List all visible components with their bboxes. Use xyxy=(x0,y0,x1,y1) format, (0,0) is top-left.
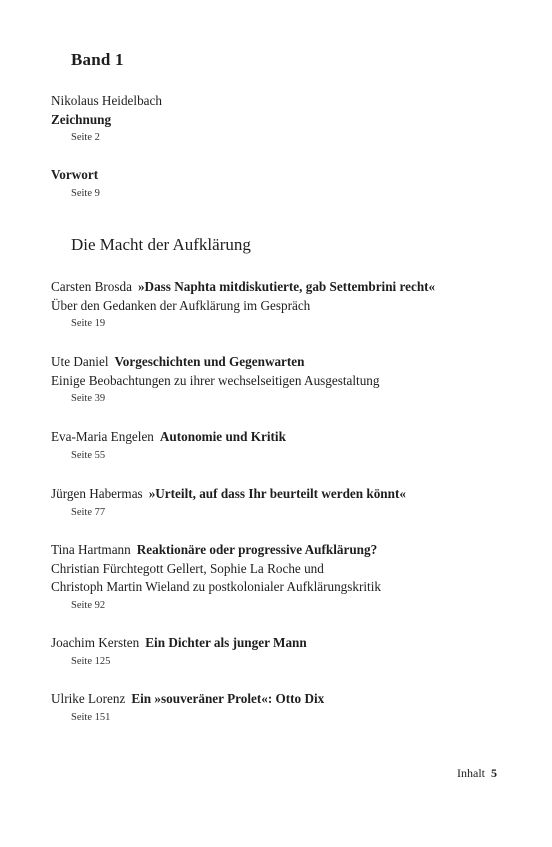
page-number: 5 xyxy=(491,766,497,780)
entry-title: Zeichnung xyxy=(51,111,112,127)
toc-entry-engelen xyxy=(51,428,521,465)
entry-title: Ein »souveräner Prolet«: Otto Dix xyxy=(131,691,325,706)
entry-page: Seite 92 xyxy=(71,599,106,611)
entry-author: Tina Hartmann xyxy=(51,542,131,557)
entry-subtitle: Christian Fürchtegott Gellert, Sophie La Roche und xyxy=(51,560,324,576)
entry-page: Seite 125 xyxy=(71,655,111,667)
entry-page: Seite 19 xyxy=(71,318,106,329)
toc-entry-daniel xyxy=(51,353,521,408)
toc-entry-kersten xyxy=(51,634,521,671)
entry-page: Seite 151 xyxy=(71,711,111,723)
entry-title: Autonomie und Kritik xyxy=(159,429,286,444)
entry-author: Nikolaus Heidelbach xyxy=(51,93,162,108)
entry-author: Joachim Kersten xyxy=(51,635,140,650)
toc-entry-brosda xyxy=(51,278,521,333)
entry-title: Vorgeschichten und Gegenwarten xyxy=(114,354,305,369)
entry-page: Seite 77 xyxy=(71,506,106,518)
entry-subtitle: Einige Beobachtungen zu ihrer wechselseitigen Ausgestaltung xyxy=(51,372,380,388)
entry-title: Vorwort xyxy=(51,167,99,182)
section-heading: Die Macht der Aufklärung xyxy=(71,235,251,254)
entry-title: »Urteilt, auf dass Ihr beurteilt werden könnt« xyxy=(148,486,406,501)
toc-entry-lorenz xyxy=(51,690,521,727)
entry-title: Reaktionäre oder progressive Aufklärung? xyxy=(136,542,378,557)
entry-author: Jürgen Habermas xyxy=(51,486,143,501)
page-footer xyxy=(457,766,497,781)
entry-page: Seite 9 xyxy=(71,187,100,199)
entry-page: Seite 55 xyxy=(71,449,106,461)
entry-subtitle: Über den Gedanken der Aufklärung im Gespräch xyxy=(51,297,311,313)
toc-entry-hartmann xyxy=(51,541,521,615)
entry-page: Seite 2 xyxy=(71,132,100,143)
toc-entry-vorwort xyxy=(51,166,521,203)
entry-author: Carsten Brosda xyxy=(51,279,132,294)
entry-subtitle-continued: Christoph Martin Wieland zu postkolonialer Aufklärungskritik xyxy=(51,579,381,594)
toc-entry-zeichnung xyxy=(51,92,521,147)
entry-page: Seite 39 xyxy=(71,393,106,404)
toc-entry-habermas xyxy=(51,485,521,522)
entry-title: Ein Dichter als junger Mann xyxy=(145,635,307,650)
entry-title: »Dass Naphta mitdiskutierte, gab Settembrini recht« xyxy=(137,279,436,294)
entry-author: Ute Daniel xyxy=(51,354,109,369)
footer-label: Inhalt xyxy=(457,766,485,780)
entry-author: Ulrike Lorenz xyxy=(51,691,126,706)
entry-author: Eva-Maria Engelen xyxy=(51,429,154,444)
band-heading: Band 1 xyxy=(71,50,124,69)
